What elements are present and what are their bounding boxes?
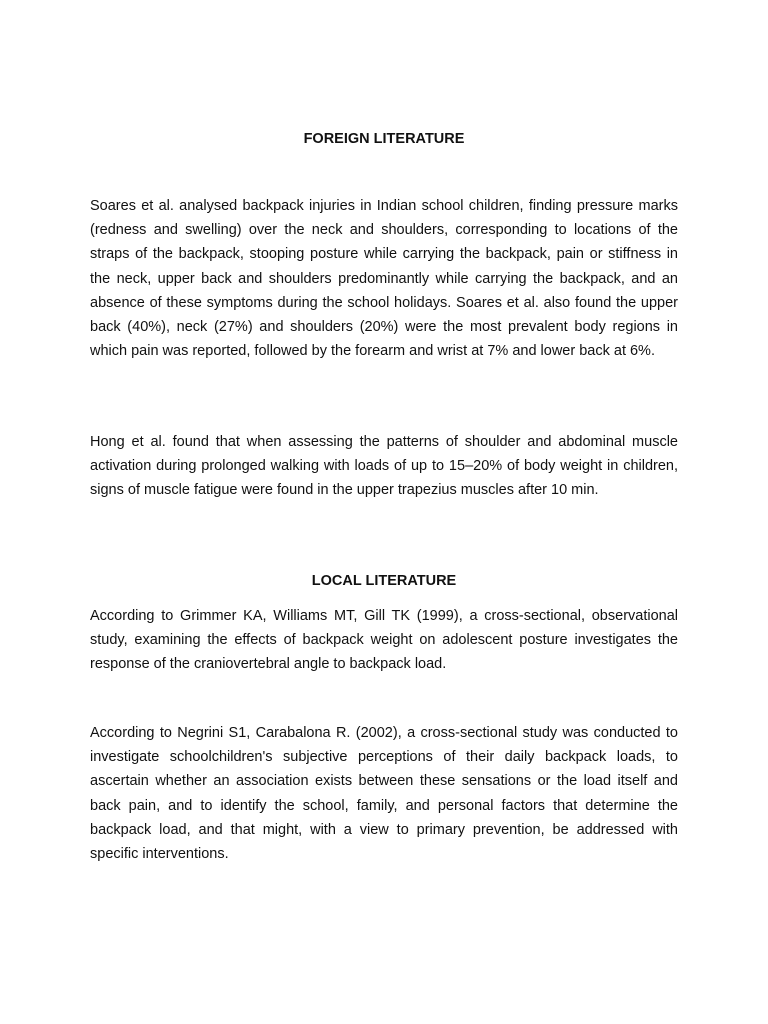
paragraph-hong: Hong et al. found that when assessing the patterns of shoulder and abdominal muscle activation during prolonged walking with loads of up to 15–20% of body weight in children, signs of muscle fatigue were found in the upper trapezius muscles after 10 min.: [90, 434, 678, 499]
paragraph-negrini: According to Negrini S1, Carabalona R. (2002), a cross-sectional study was conducted to investigate schoolchildren's subjective perceptions of their daily backpack loads, to ascertain whether an association exists between these sensations or the load itself and back pain, and to identify the school, family, and personal factors that determine the backpack load, and that might, with a view to primary prevention, be addressed with specific interventions.: [90, 725, 678, 863]
heading-foreign-literature: FOREIGN LITERATURE: [303, 131, 465, 147]
heading-local-literature: LOCAL LITERATURE: [311, 573, 457, 589]
paragraph-soares: Soares et al. analysed backpack injuries in Indian school children, finding pressure marks (redness and swelling) over the neck and shoulders, corresponding to locations of the straps of the backpack, stooping posture while carrying the backpack, pain or stiffness in the neck, upper back and shoulders predominantly while carrying the backpack, and an absence of these symptoms during the school holidays. Soares et al. also found the upper back (40%), neck (27%) and shoulders (20%) were the most prevalent body regions in which pain was reported, followed by the forearm and wrist at 7% and lower back at 6%.: [90, 198, 678, 360]
paragraph-grimmer: According to Grimmer KA, Williams MT, Gill TK (1999), a cross-sectional, observational study, examining the effects of backpack weight on adolescent posture investigates the response of the craniovertebral angle to backpack load.: [90, 608, 678, 673]
